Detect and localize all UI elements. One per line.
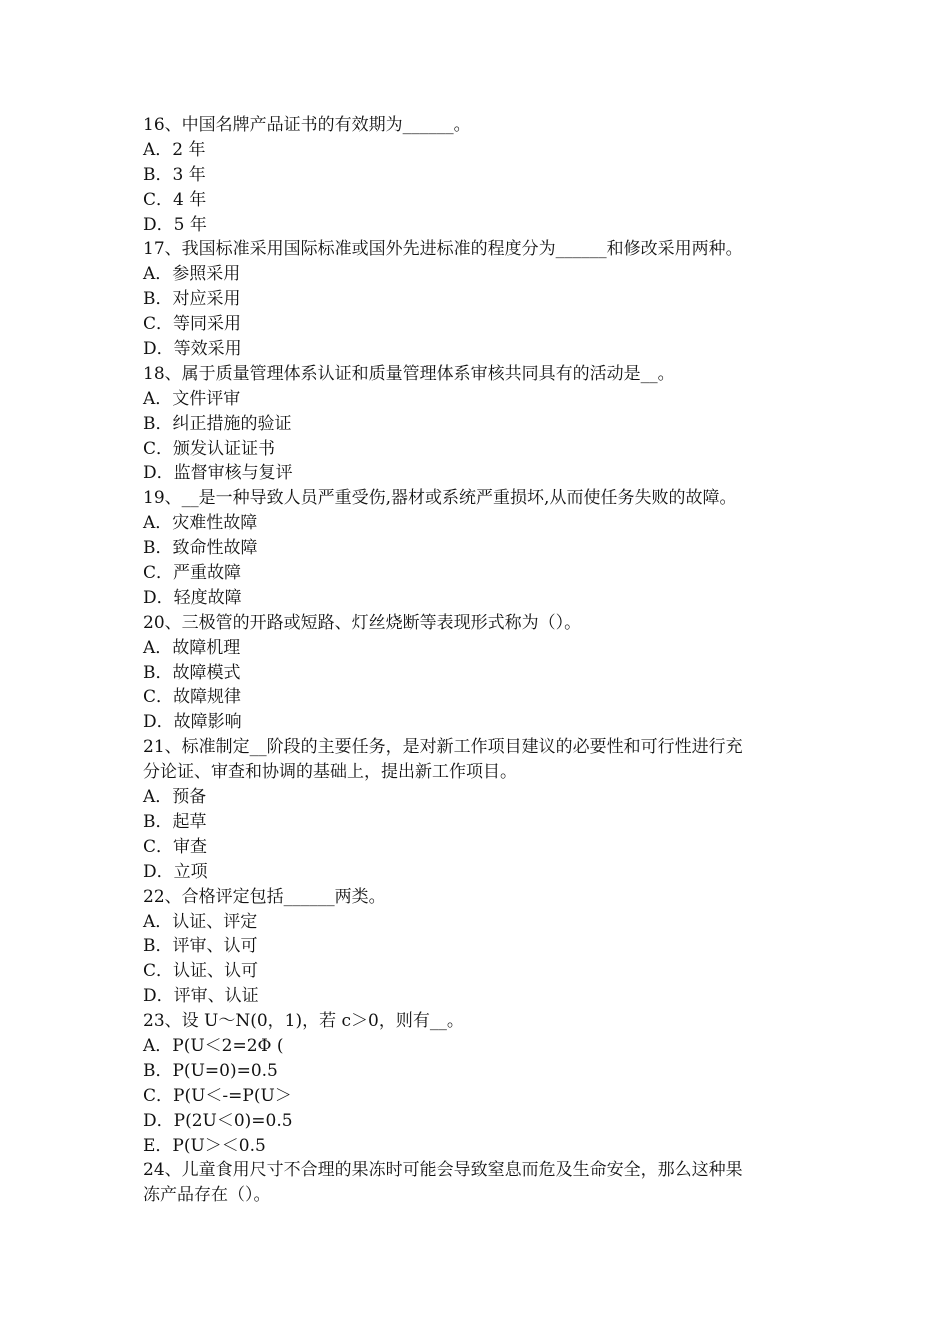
question-23-option-b: B．P(U=0)=0.5 bbox=[143, 1060, 278, 1081]
question-22-option-c: C．认证、认可 bbox=[143, 961, 259, 982]
question-17-option-b: B．对应采用 bbox=[143, 289, 241, 310]
question-22 bbox=[143, 885, 823, 1009]
question-list bbox=[143, 113, 823, 1208]
question-18-option-d: D．监督审核与复评 bbox=[143, 463, 293, 484]
question-16-stem: 16、中国名牌产品证书的有效期为______。 bbox=[143, 115, 471, 135]
question-17-option-d: D．等效采用 bbox=[143, 339, 242, 360]
question-22-option-b: B．评审、认可 bbox=[143, 936, 258, 957]
question-21-option-b: B．起草 bbox=[143, 811, 207, 832]
question-23 bbox=[143, 1009, 823, 1158]
question-19-option-b: B．致命性故障 bbox=[143, 538, 258, 559]
question-21-stem-line-2: 分论证、审查和协调的基础上，提出新工作项目。 bbox=[143, 762, 517, 783]
question-21 bbox=[143, 735, 823, 884]
question-22-option-d: D．评审、认证 bbox=[143, 986, 259, 1007]
question-20-option-c: C．故障规律 bbox=[143, 687, 242, 708]
question-17-option-a: A．参照采用 bbox=[143, 264, 241, 285]
question-19 bbox=[143, 486, 823, 610]
question-19-option-c: C．严重故障 bbox=[143, 563, 242, 584]
question-20-option-a: A．故障机理 bbox=[143, 637, 241, 658]
question-22-option-a: A．认证、评定 bbox=[143, 911, 258, 932]
question-23-option-a: A．P(U＜2=2Φ ( bbox=[143, 1035, 284, 1056]
question-22-stem: 22、合格评定包括______两类。 bbox=[143, 886, 386, 907]
question-16-option-a: A．2 年 bbox=[143, 139, 206, 160]
question-23-stem: 23、设 U～N(0，1)，若 c＞0，则有__。 bbox=[143, 1011, 464, 1032]
question-21-option-c: C．审查 bbox=[143, 836, 208, 857]
question-20-option-d: D．故障影响 bbox=[143, 712, 242, 733]
question-21-option-d: D．立项 bbox=[143, 861, 208, 882]
question-18-option-c: C．颁发认证证书 bbox=[143, 438, 276, 459]
question-18-stem: 18、属于质量管理体系认证和质量管理体系审核共同具有的活动是__。 bbox=[143, 363, 675, 384]
question-17 bbox=[143, 237, 823, 361]
question-21-option-a: A．预备 bbox=[143, 787, 207, 808]
question-16 bbox=[143, 113, 823, 237]
question-23-option-e: E．P(U＞＜0.5 bbox=[143, 1135, 266, 1156]
question-17-stem: 17、我国标准采用国际标准或国外先进标准的程度分为______和修改采用两种。 bbox=[143, 239, 743, 260]
question-18 bbox=[143, 362, 823, 486]
question-21-stem-line-1: 21、标准制定__阶段的主要任务，是对新工作项目建议的必要性和可行性进行充 bbox=[143, 737, 743, 758]
question-19-option-a: A．灾难性故障 bbox=[143, 513, 258, 534]
question-18-option-a: A．文件评审 bbox=[143, 388, 241, 409]
question-17-option-c: C．等同采用 bbox=[143, 314, 242, 335]
question-19-stem: 19、__是一种导致人员严重受伤,器材或系统严重损坏,从而使任务失败的故障。 bbox=[143, 488, 737, 509]
question-16-option-d: D．5 年 bbox=[143, 214, 207, 235]
question-18-option-b: B．纠正措施的验证 bbox=[143, 413, 292, 434]
question-20 bbox=[143, 611, 823, 735]
question-16-option-c: C．4 年 bbox=[143, 189, 207, 210]
question-19-option-d: D．轻度故障 bbox=[143, 587, 242, 608]
question-23-option-d: D．P(2U＜0)=0.5 bbox=[143, 1110, 293, 1131]
question-24 bbox=[143, 1158, 823, 1208]
question-23-option-c: C．P(U＜-=P(U＞ bbox=[143, 1085, 292, 1106]
question-20-option-b: B．故障模式 bbox=[143, 662, 241, 683]
question-20-stem: 20、三极管的开路或短路、灯丝烧断等表现形式称为（）。 bbox=[143, 612, 582, 633]
question-24-stem-line-2: 冻产品存在（）。 bbox=[143, 1185, 271, 1206]
question-24-stem-line-1: 24、儿童食用尺寸不合理的果冻时可能会导致窒息而危及生命安全，那么这种果 bbox=[143, 1160, 743, 1181]
question-16-option-b: B．3 年 bbox=[143, 164, 206, 185]
